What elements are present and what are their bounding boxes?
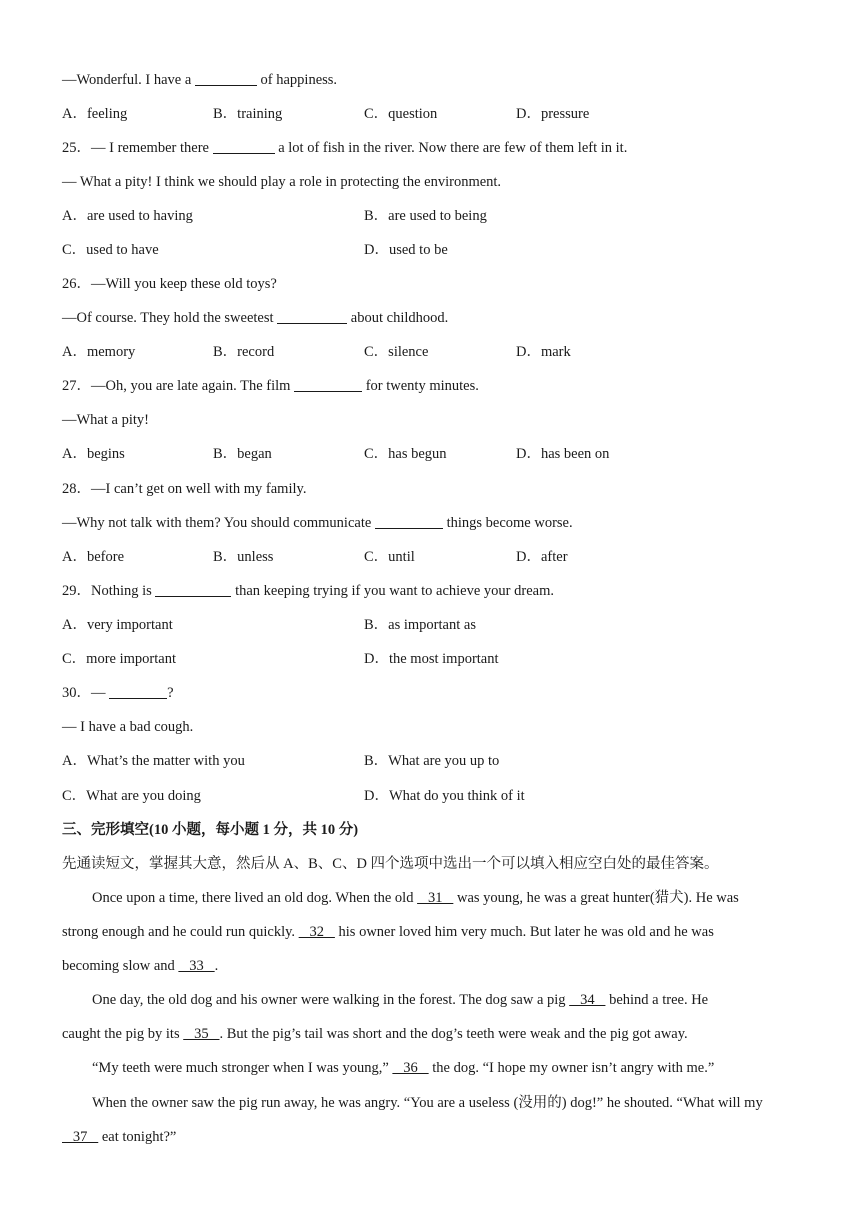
q25-option-c[interactable]: C．used to have — [62, 242, 159, 258]
q25-prompt-prefix: 25．— I remember there — [62, 140, 209, 156]
blank-37[interactable]: 37 — [62, 1129, 99, 1145]
blank-33[interactable]: 33 — [178, 958, 215, 974]
q26-option-b[interactable]: B．record — [213, 344, 275, 360]
q25-prompt-suffix: a lot of fish in the river. Now there are few of them left in it. — [278, 140, 628, 156]
q27-reply: —What a pity! — [62, 412, 149, 428]
q28-option-a[interactable]: A．before — [62, 549, 125, 565]
blank-32[interactable]: 32 — [298, 924, 335, 940]
q26-reply-prefix: —Of course. They hold the sweetest — [62, 310, 274, 326]
q25-prompt — [62, 138, 627, 158]
q26-prompt: 26．—Will you keep these old toys? — [62, 276, 277, 292]
q29-prompt-prefix: 29．Nothing is — [62, 583, 152, 599]
q28-option-c[interactable]: C．until — [364, 549, 415, 565]
q27-blank[interactable] — [294, 377, 362, 392]
q28-reply — [62, 513, 573, 533]
q30-option-a[interactable]: A．What’s the matter with you — [62, 753, 245, 769]
q30-blank[interactable] — [109, 684, 167, 699]
passage-text: becoming slow and — [62, 958, 175, 974]
passage-line-8 — [62, 1127, 176, 1147]
q26-option-c[interactable]: C．silence — [364, 344, 429, 360]
q28-reply-suffix: things become worse. — [446, 515, 573, 531]
passage-text: the dog. “I hope my owner isn’t angry with me.” — [432, 1060, 715, 1076]
q29-prompt-suffix: than keeping trying if you want to achieve your dream. — [235, 583, 554, 599]
q24-option-a[interactable]: A．feeling — [62, 106, 128, 122]
q27-option-c[interactable]: C．has begun — [364, 446, 447, 462]
passage-line-4 — [92, 990, 708, 1010]
passage-text: “My teeth were much stronger when I was young,” — [92, 1060, 389, 1076]
blank-36[interactable]: 36 — [392, 1060, 429, 1076]
q24-answer-line — [62, 70, 337, 90]
q26-blank[interactable] — [277, 309, 347, 324]
q25-option-b[interactable]: B．are used to being — [364, 208, 487, 224]
q29-option-b[interactable]: B．as important as — [364, 617, 476, 633]
blank-35[interactable]: 35 — [183, 1026, 220, 1042]
q24-option-b[interactable]: B．training — [213, 106, 283, 122]
q24-blank[interactable] — [195, 71, 257, 86]
q30-prompt-prefix: 30．— — [62, 685, 106, 701]
q29-option-c[interactable]: C．more important — [62, 651, 176, 667]
passage-text: behind a tree. He — [609, 992, 709, 1008]
q24-answer-suffix: of happiness. — [260, 72, 338, 88]
q28-blank[interactable] — [375, 514, 443, 529]
q26-option-a[interactable]: A．memory — [62, 344, 136, 360]
q26-reply-suffix: about childhood. — [350, 310, 449, 326]
q25-option-d[interactable]: D．used to be — [364, 242, 448, 258]
passage-text: eat tonight?” — [101, 1129, 177, 1145]
q28-prompt: 28．—I can’t get on well with my family. — [62, 481, 307, 497]
q24-answer-prefix: —Wonderful. I have a — [62, 72, 192, 88]
passage-text: One day, the old dog and his owner were walking in the forest. The dog saw a pig — [92, 992, 566, 1008]
section3-instruction: 先通读短文，掌握其大意，然后从 A、B、C、D 四个选项中选出一个可以填入相应空白处的最佳答案。 — [62, 856, 719, 872]
passage-line-5 — [62, 1024, 688, 1044]
q30-prompt — [62, 683, 174, 703]
q25-reply: — What a pity! I think we should play a role in protecting the environment. — [62, 174, 502, 190]
passage-text: Once upon a time, there lived an old dog. When the old — [92, 890, 414, 906]
q27-prompt — [62, 376, 479, 396]
q30-option-c[interactable]: C．What are you doing — [62, 788, 201, 804]
q25-option-a[interactable]: A．are used to having — [62, 208, 193, 224]
q26-reply — [62, 308, 448, 328]
q30-option-b[interactable]: B．What are you up to — [364, 753, 500, 769]
passage-line-6 — [92, 1058, 714, 1078]
passage-text: his owner loved him very much. But later he was old and he was — [338, 924, 714, 940]
q29-option-a[interactable]: A．very important — [62, 617, 173, 633]
passage-line-1 — [92, 888, 739, 908]
q28-option-d[interactable]: D．after — [516, 549, 568, 565]
blank-31[interactable]: 31 — [417, 890, 454, 906]
section3-heading: 三、完形填空(10 小题，每小题 1 分，共 10 分) — [62, 822, 359, 838]
q30-prompt-suffix: ? — [167, 685, 174, 701]
q29-prompt — [62, 581, 554, 601]
q24-option-c[interactable]: C．question — [364, 106, 438, 122]
q29-option-d[interactable]: D．the most important — [364, 651, 499, 667]
q26-option-d[interactable]: D．mark — [516, 344, 571, 360]
q27-option-d[interactable]: D．has been on — [516, 446, 610, 462]
q27-option-a[interactable]: A．begins — [62, 446, 125, 462]
q27-option-b[interactable]: B．began — [213, 446, 272, 462]
q30-reply: — I have a bad cough. — [62, 719, 194, 735]
q28-reply-prefix: —Why not talk with them? You should communicate — [62, 515, 372, 531]
q27-prompt-suffix: for twenty minutes. — [365, 378, 479, 394]
passage-text: was young, he was a great hunter(猎犬). He was — [456, 890, 739, 906]
q28-option-b[interactable]: B．unless — [213, 549, 274, 565]
q27-prompt-prefix: 27．—Oh, you are late again. The film — [62, 378, 291, 394]
q29-blank[interactable] — [155, 582, 231, 597]
passage-text: . But the pig’s tail was short and the dog’s teeth were weak and the pig got away. — [219, 1026, 688, 1042]
passage-text: . — [214, 958, 219, 974]
blank-34[interactable]: 34 — [569, 992, 606, 1008]
passage-text: caught the pig by its — [62, 1026, 180, 1042]
passage-line-3 — [62, 956, 218, 976]
passage-line-2 — [62, 922, 714, 942]
q24-option-d[interactable]: D．pressure — [516, 106, 590, 122]
q30-option-d[interactable]: D．What do you think of it — [364, 788, 525, 804]
passage-text: strong enough and he could run quickly. — [62, 924, 296, 940]
q25-blank[interactable] — [213, 139, 275, 154]
passage-line-7: When the owner saw the pig run away, he was angry. “You are a useless (没用的) dog!” he shouted. “What will my — [92, 1095, 763, 1111]
